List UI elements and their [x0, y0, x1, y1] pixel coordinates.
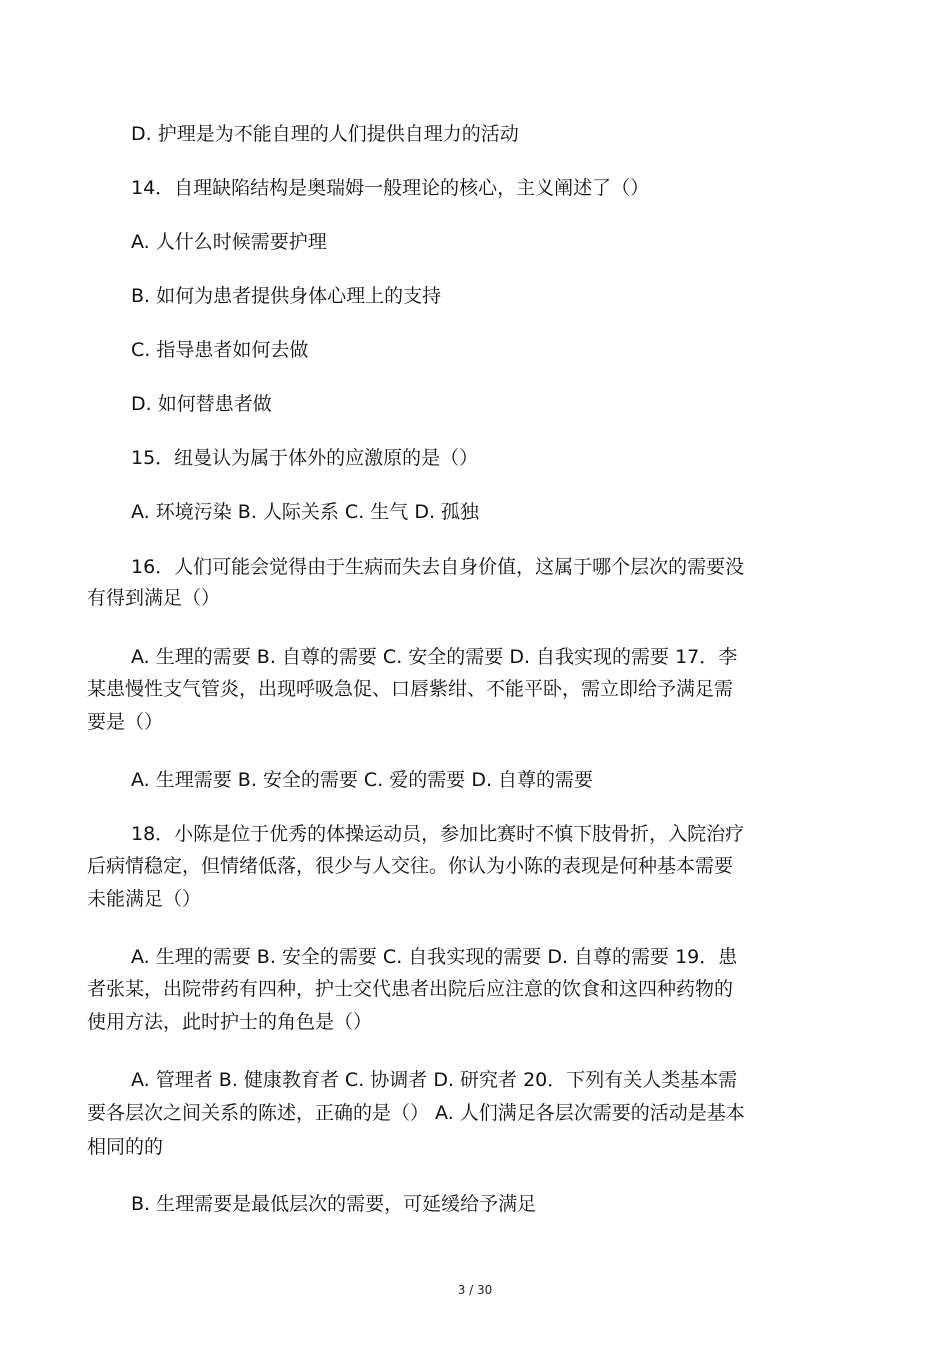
question-14: 14．自理缺陷结构是奥瑞姆一般理论的核心，主义阐述了（） [131, 177, 650, 199]
option-c-q14: C. 指导患者如何去做 [131, 339, 309, 361]
question-18-line-2: 后病情稳定，但情绪低落，很少与人交往。你认为小陈的表现是何种基本需要 [87, 855, 734, 877]
options-q18-question-19-line-1: A. 生理的需要 B. 安全的需要 C. 自我实现的需要 D. 自尊的需要 19．患 [131, 946, 738, 968]
options-q15: A. 环境污染 B. 人际关系 C. 生气 D. 孤独 [131, 501, 480, 523]
question-18-line-1: 18．小陈是位于优秀的体操运动员，参加比赛时不慎下肢骨折，入院治疗 [131, 823, 745, 845]
options-q19-question-20-line-1: A. 管理者 B. 健康教育者 C. 协调者 D. 研究者 20．下列有关人类基本需 [131, 1069, 738, 1091]
question-20-line-3: 相同的的 [87, 1136, 164, 1158]
question-19-line-2: 者张某，出院带药有四种，护士交代患者出院后应注意的饮食和这四种药物的 [87, 978, 734, 1000]
question-17-line-2: 某患慢性支气管炎，出现呼吸急促、口唇紫绀、不能平卧，需立即给予满足需 [87, 678, 734, 700]
question-16-line-2: 有得到满足（） [87, 587, 221, 609]
question-17-line-3: 要是（） [87, 711, 164, 733]
options-q16-question-17-line-1: A. 生理的需要 B. 自尊的需要 C. 安全的需要 D. 自我实现的需要 17．李 [131, 646, 738, 668]
question-19-line-3: 使用方法，此时护士的角色是（） [87, 1011, 373, 1033]
option-b-q14: B. 如何为患者提供身体心理上的支持 [131, 285, 442, 307]
option-a-q14: A. 人什么时候需要护理 [131, 231, 327, 253]
question-15: 15．纽曼认为属于体外的应激原的是（） [131, 447, 479, 469]
option-d-q13: D. 护理是为不能自理的人们提供自理力的活动 [131, 123, 519, 145]
question-18-line-3: 未能满足（） [87, 888, 202, 910]
options-q17: A. 生理需要 B. 安全的需要 C. 爱的需要 D. 自尊的需要 [131, 769, 594, 791]
option-d-q14: D. 如何替患者做 [131, 393, 272, 415]
question-20-line-2: 要各层次之间关系的陈述，正确的是（） A. 人们满足各层次需要的活动是基本 [87, 1102, 745, 1124]
question-16-line-1: 16．人们可能会觉得由于生病而失去自身价值，这属于哪个层次的需要没 [131, 556, 745, 578]
option-b-q20: B. 生理需要是最低层次的需要，可延缓给予满足 [131, 1193, 537, 1215]
page-number: 3 / 30 [457, 1283, 493, 1297]
